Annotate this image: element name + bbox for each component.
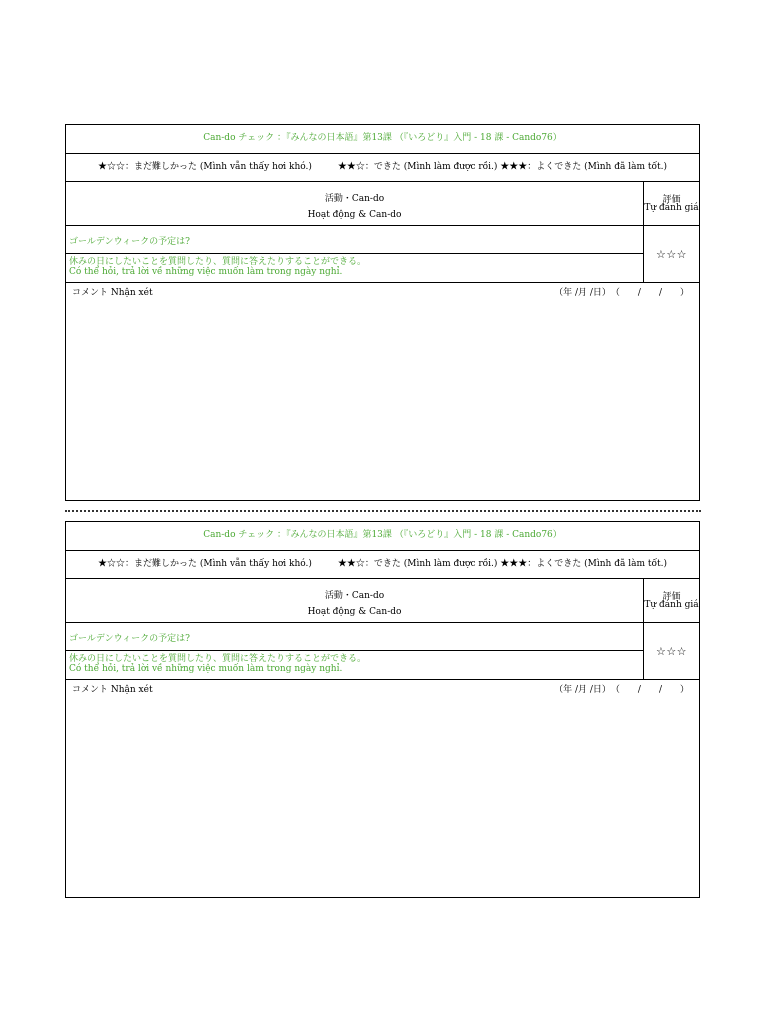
- activity-header-jp: 活動・Can-do: [324, 591, 385, 601]
- comment-area[interactable]: [66, 283, 699, 500]
- task-description-vi: Có thể hỏi, trả lời về những việc muốn làm trong ngày nghỉ.: [69, 664, 343, 674]
- comment-date: （年 /月 /日） （ / / ）: [554, 685, 689, 695]
- activity-header-vi: Hoạt động & Can-do: [307, 210, 402, 220]
- comment-label: コメント Nhận xét: [72, 288, 153, 298]
- evaluation-header-jp: 評価: [662, 592, 681, 602]
- activity-header-jp: 活動・Can-do: [324, 194, 385, 204]
- legend-two-star: ★★☆：できた (Mình làm được rồi.): [337, 162, 498, 172]
- task-topic: ゴールデンウィークの予定は?: [66, 623, 643, 651]
- activity-header: [66, 579, 644, 622]
- task-content: [66, 623, 644, 679]
- evaluation-header-vi: Tự đánh giá: [644, 600, 699, 610]
- comment-area[interactable]: [66, 680, 699, 897]
- rating-legend: [66, 551, 699, 579]
- task-content: [66, 226, 644, 282]
- evaluation-header-jp: 評価: [662, 195, 681, 205]
- cut-line: [65, 510, 701, 512]
- table-header: [66, 579, 699, 623]
- sheet-title: [66, 125, 699, 154]
- rating-legend: [66, 154, 699, 182]
- evaluation-header-vi: Tự đánh giá: [644, 203, 699, 213]
- legend-two-star: ★★☆：できた (Mình làm được rồi.): [337, 559, 498, 569]
- cando-check-sheet-1: [65, 124, 700, 501]
- legend-three-star: ★★★：よくできた (Mình đã làm tốt.): [500, 559, 667, 569]
- comment-date: （年 /月 /日） （ / / ）: [554, 288, 689, 298]
- evaluation-header: [644, 579, 699, 622]
- task-topic: ゴールデンウィークの予定は?: [66, 226, 643, 254]
- legend-three-star: ★★★：よくできた (Mình đã làm tốt.): [500, 162, 667, 172]
- activity-header: [66, 182, 644, 225]
- activity-header-vi: Hoạt động & Can-do: [307, 607, 402, 617]
- task-description: [66, 651, 643, 674]
- task-description-vi: Có thể hỏi, trả lời về những việc muốn làm trong ngày nghỉ.: [69, 267, 343, 277]
- task-description-jp: 休みの日にしたいことを質問したり、質問に答えたりすることができる。: [69, 257, 367, 267]
- sheet-title-text: Can-do チェック ：『みんなの日本語』第13課 （『いろどり』入門 - 18 課 - Cando76）: [203, 133, 562, 143]
- task-description: [66, 254, 643, 277]
- sheet-title-text: Can-do チェック ：『みんなの日本語』第13課 （『いろどり』入門 - 18 課 - Cando76）: [203, 530, 562, 540]
- self-rating-stars[interactable]: ☆☆☆: [655, 248, 688, 261]
- self-rating-stars[interactable]: ☆☆☆: [655, 645, 688, 658]
- legend-one-star: ★☆☆：まだ難しかった (Mình vẫn thấy hơi khó.): [98, 559, 312, 569]
- task-description-jp: 休みの日にしたいことを質問したり、質問に答えたりすることができる。: [69, 654, 367, 664]
- legend-one-star: ★☆☆：まだ難しかった (Mình vẫn thấy hơi khó.): [98, 162, 312, 172]
- cando-check-sheet-2: [65, 521, 700, 898]
- table-header: [66, 182, 699, 226]
- sheet-title: [66, 522, 699, 551]
- comment-label: コメント Nhận xét: [72, 685, 153, 695]
- task-row: [66, 226, 699, 283]
- evaluation-header: [644, 182, 699, 225]
- task-row: [66, 623, 699, 680]
